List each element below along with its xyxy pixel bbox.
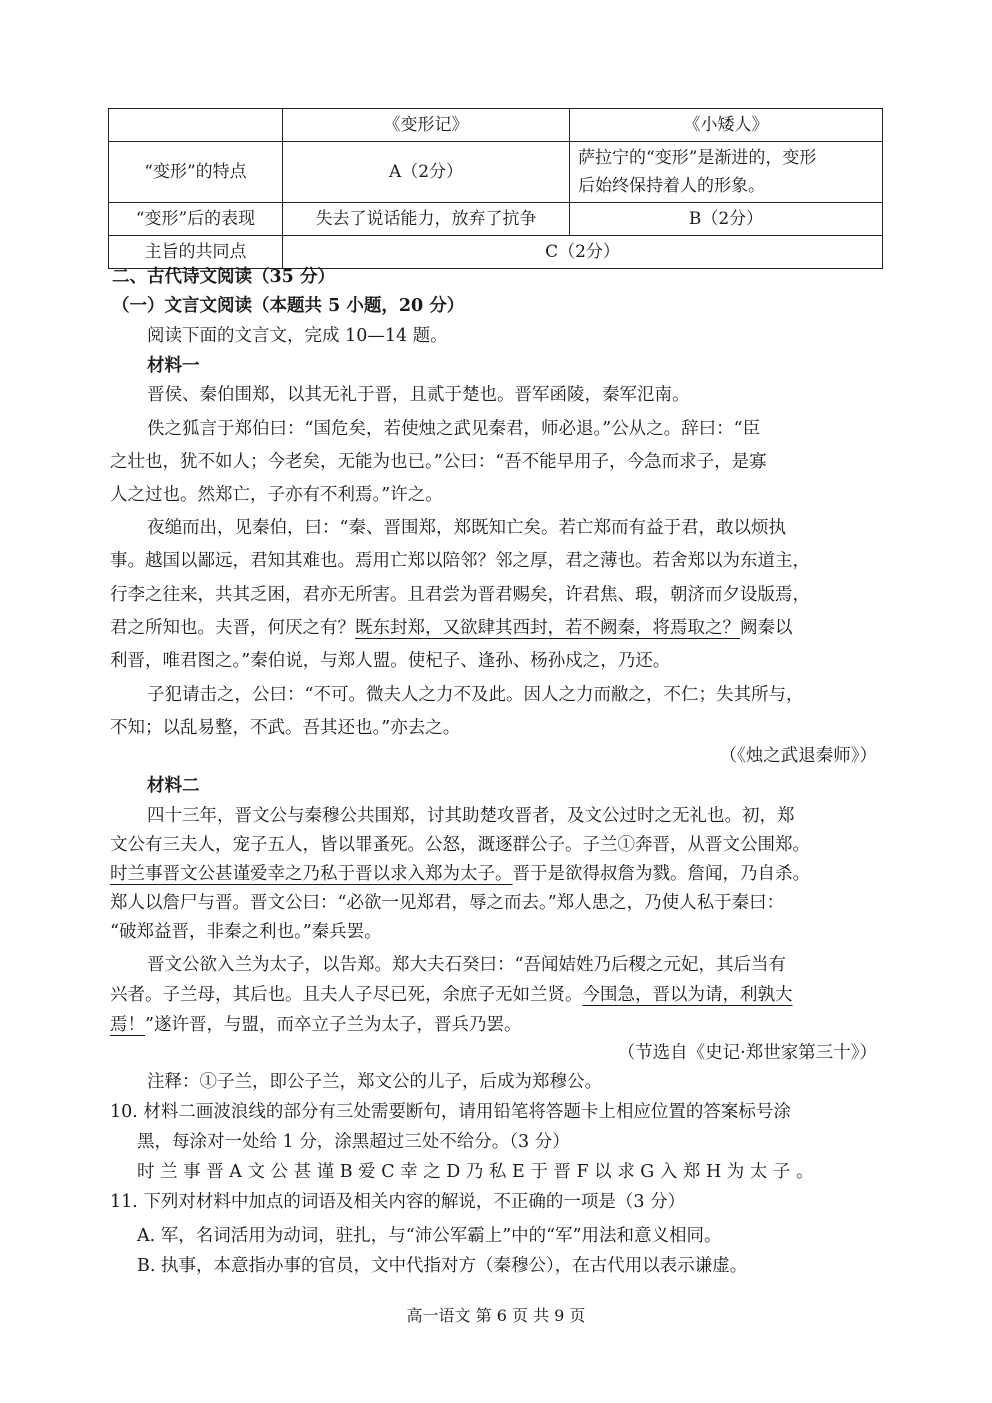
text-line: 之壮也，犹不如人；今老矣，无能为也已。”公曰：“吾不能早用子，今急而求子，是寡 (110, 452, 767, 472)
text-line (110, 863, 810, 885)
cell-line: 萨拉宁的“变形”是渐进的，变形 (578, 148, 817, 168)
text-line: 事。越国以鄙远，君知其难也。焉用亡郑以陪邻？邻之厚，君之薄也。若舍郑以为东道主， (110, 551, 810, 571)
text-span: ”遂许晋，与盟，而卒立子兰为太子，晋兵乃罢。 (145, 1015, 522, 1035)
underlined-sentence: 既东封郑，又欲肆其西封，若不阙秦，将焉取之？ (355, 618, 740, 638)
text-line: 利晋，唯君图之。”秦伯说，与郑人盟。使杞子、逢孙、杨孙戍之，乃还。 (110, 651, 671, 671)
cell-line: 后始终保持着人的形象。 (578, 176, 765, 196)
text-line: 四十三年，晋文公与秦穆公共围郑，讨其助楚攻晋者，及文公过时之无礼也。初，郑 (147, 806, 795, 826)
table-cell: “变形”后的表现 (109, 203, 283, 236)
text-line: “破郑益晋，非秦之利也。”秦兵罢。 (110, 922, 382, 942)
subsection-heading: （一）文言文阅读（本题共 5 小题，20 分） (112, 296, 465, 316)
question-10-stem: 黑，每涂对一处给 1 分，涂黑超过三处不给分。（3 分） (137, 1132, 570, 1152)
table-cell: 失去了说话能力，放弃了抗争 (283, 203, 570, 236)
table-cell (109, 109, 283, 142)
comparison-table (108, 108, 883, 269)
text-line (110, 1014, 521, 1036)
table-cell: B（2分） (570, 203, 883, 236)
table-row (109, 236, 883, 269)
table-cell: A（2分） (283, 142, 570, 203)
question-11-stem: 11. 下列对材料中加点的词语及相关内容的解说，不正确的一项是（3 分） (110, 1192, 686, 1212)
text-line (110, 984, 793, 1006)
annotation-note: 注释：①子兰，即公子兰，郑文公的儿子，后成为郑穆公。 (147, 1072, 602, 1092)
table-row (109, 142, 883, 203)
text-line: 夜缒而出，见秦伯，曰：“秦、晋围郑，郑既知亡矣。若亡郑而有益于君，敢以烦执 (147, 518, 786, 538)
text-line: 不知；以乱易整，不武。吾其还也。”亦去之。 (110, 718, 461, 738)
text-line: 晋文公欲入兰为太子，以告郑。郑大夫石癸曰：“吾闻姞姓乃后稷之元妃，其后当有 (147, 955, 786, 975)
text-line: 晋侯、秦伯围郑，以其无礼于晋，且贰于楚也。晋军函陵，秦军氾南。 (147, 385, 690, 405)
source-citation: （《烛之武退秦师》） (719, 746, 877, 766)
instruction: 阅读下面的文言文，完成 10—14 题。 (147, 326, 448, 346)
text-span: 君之所知也。夫晋，何厌之有？ (110, 618, 355, 638)
text-line: 人之过也。然郑亡，子亦有不利焉。”许之。 (110, 485, 443, 505)
text-span: 晋于是欲得叔詹为戮。詹闻，乃自杀。 (512, 864, 810, 884)
question-10-options: 时 兰 事 晋 A 文 公 甚 谨 B 爱 C 幸 之 D 乃 私 E 于 晋 F 以 求 G 入 郑 H 为 太 子 。 (137, 1162, 814, 1182)
source-citation: （节选自《史记·郑世家第三十》） (617, 1043, 877, 1063)
question-10-stem: 10. 材料二画波浪线的部分有三处需要断句，请用铅笔将答题卡上相应位置的答案标号涂 (110, 1102, 791, 1122)
text-line: 郑人以詹尸与晋。晋文公曰：“必欲一见郑君，辱之而去。”郑人患之，乃使人私于秦曰： (110, 893, 785, 913)
text-span: 阙秦以 (740, 618, 793, 638)
table-cell: “变形”的特点 (109, 142, 283, 203)
table-header-row (109, 109, 883, 142)
wavy-underlined-sentence: 时兰事晋文公甚谨爱幸之乃私于晋以求入郑为太子。 (110, 864, 513, 884)
underlined-sentence: 焉！ (110, 1015, 145, 1035)
table-row (109, 203, 883, 236)
table-cell: 《变形记》 (283, 109, 570, 142)
table-cell (570, 142, 883, 203)
text-line: 行李之往来，共其乏困，君亦无所害。且君尝为晋君赐矣，许君焦、瑕，朝济而夕设版焉， (110, 585, 810, 605)
material-title: 材料一 (147, 356, 200, 376)
table-cell: 主旨的共同点 (109, 236, 283, 269)
question-11-option-b: B. 执事，本意指办事的官员，文中代指对方（秦穆公），在古代用以表示谦虚。 (137, 1256, 748, 1276)
text-line: 子犯请击之，公曰：“不可。微夫人之力不及此。因人之力而敝之，不仁；失其所与， (147, 685, 804, 705)
table-cell: 《小矮人》 (570, 109, 883, 142)
section-heading: 二、古代诗文阅读（35 分） (112, 267, 335, 287)
material-title: 材料二 (147, 776, 200, 796)
text-span: 兴者。子兰母，其后也。且夫人子尽已死，余庶子无如兰贤。 (110, 985, 583, 1005)
underlined-sentence: 今围急，晋以为请，利孰大 (582, 985, 793, 1005)
text-line (110, 617, 793, 639)
question-11-option-a: A. 军，名词活用为动词，驻扎，与“沛公军霸上”中的“军”用法和意义相同。 (137, 1226, 722, 1246)
page-footer: 高一语文 第 6 页 共 9 页 (406, 1306, 586, 1325)
text-line: 佚之狐言于郑伯曰：“国危矣，若使烛之武见秦君，师必退。”公从之。辞曰：“臣 (147, 419, 761, 439)
table-cell: C（2分） (283, 236, 883, 269)
text-line: 文公有三夫人，宠子五人，皆以罪蚤死。公怒，溉逐群公子。子兰①奔晋，从晋文公围郑。 (110, 835, 810, 855)
